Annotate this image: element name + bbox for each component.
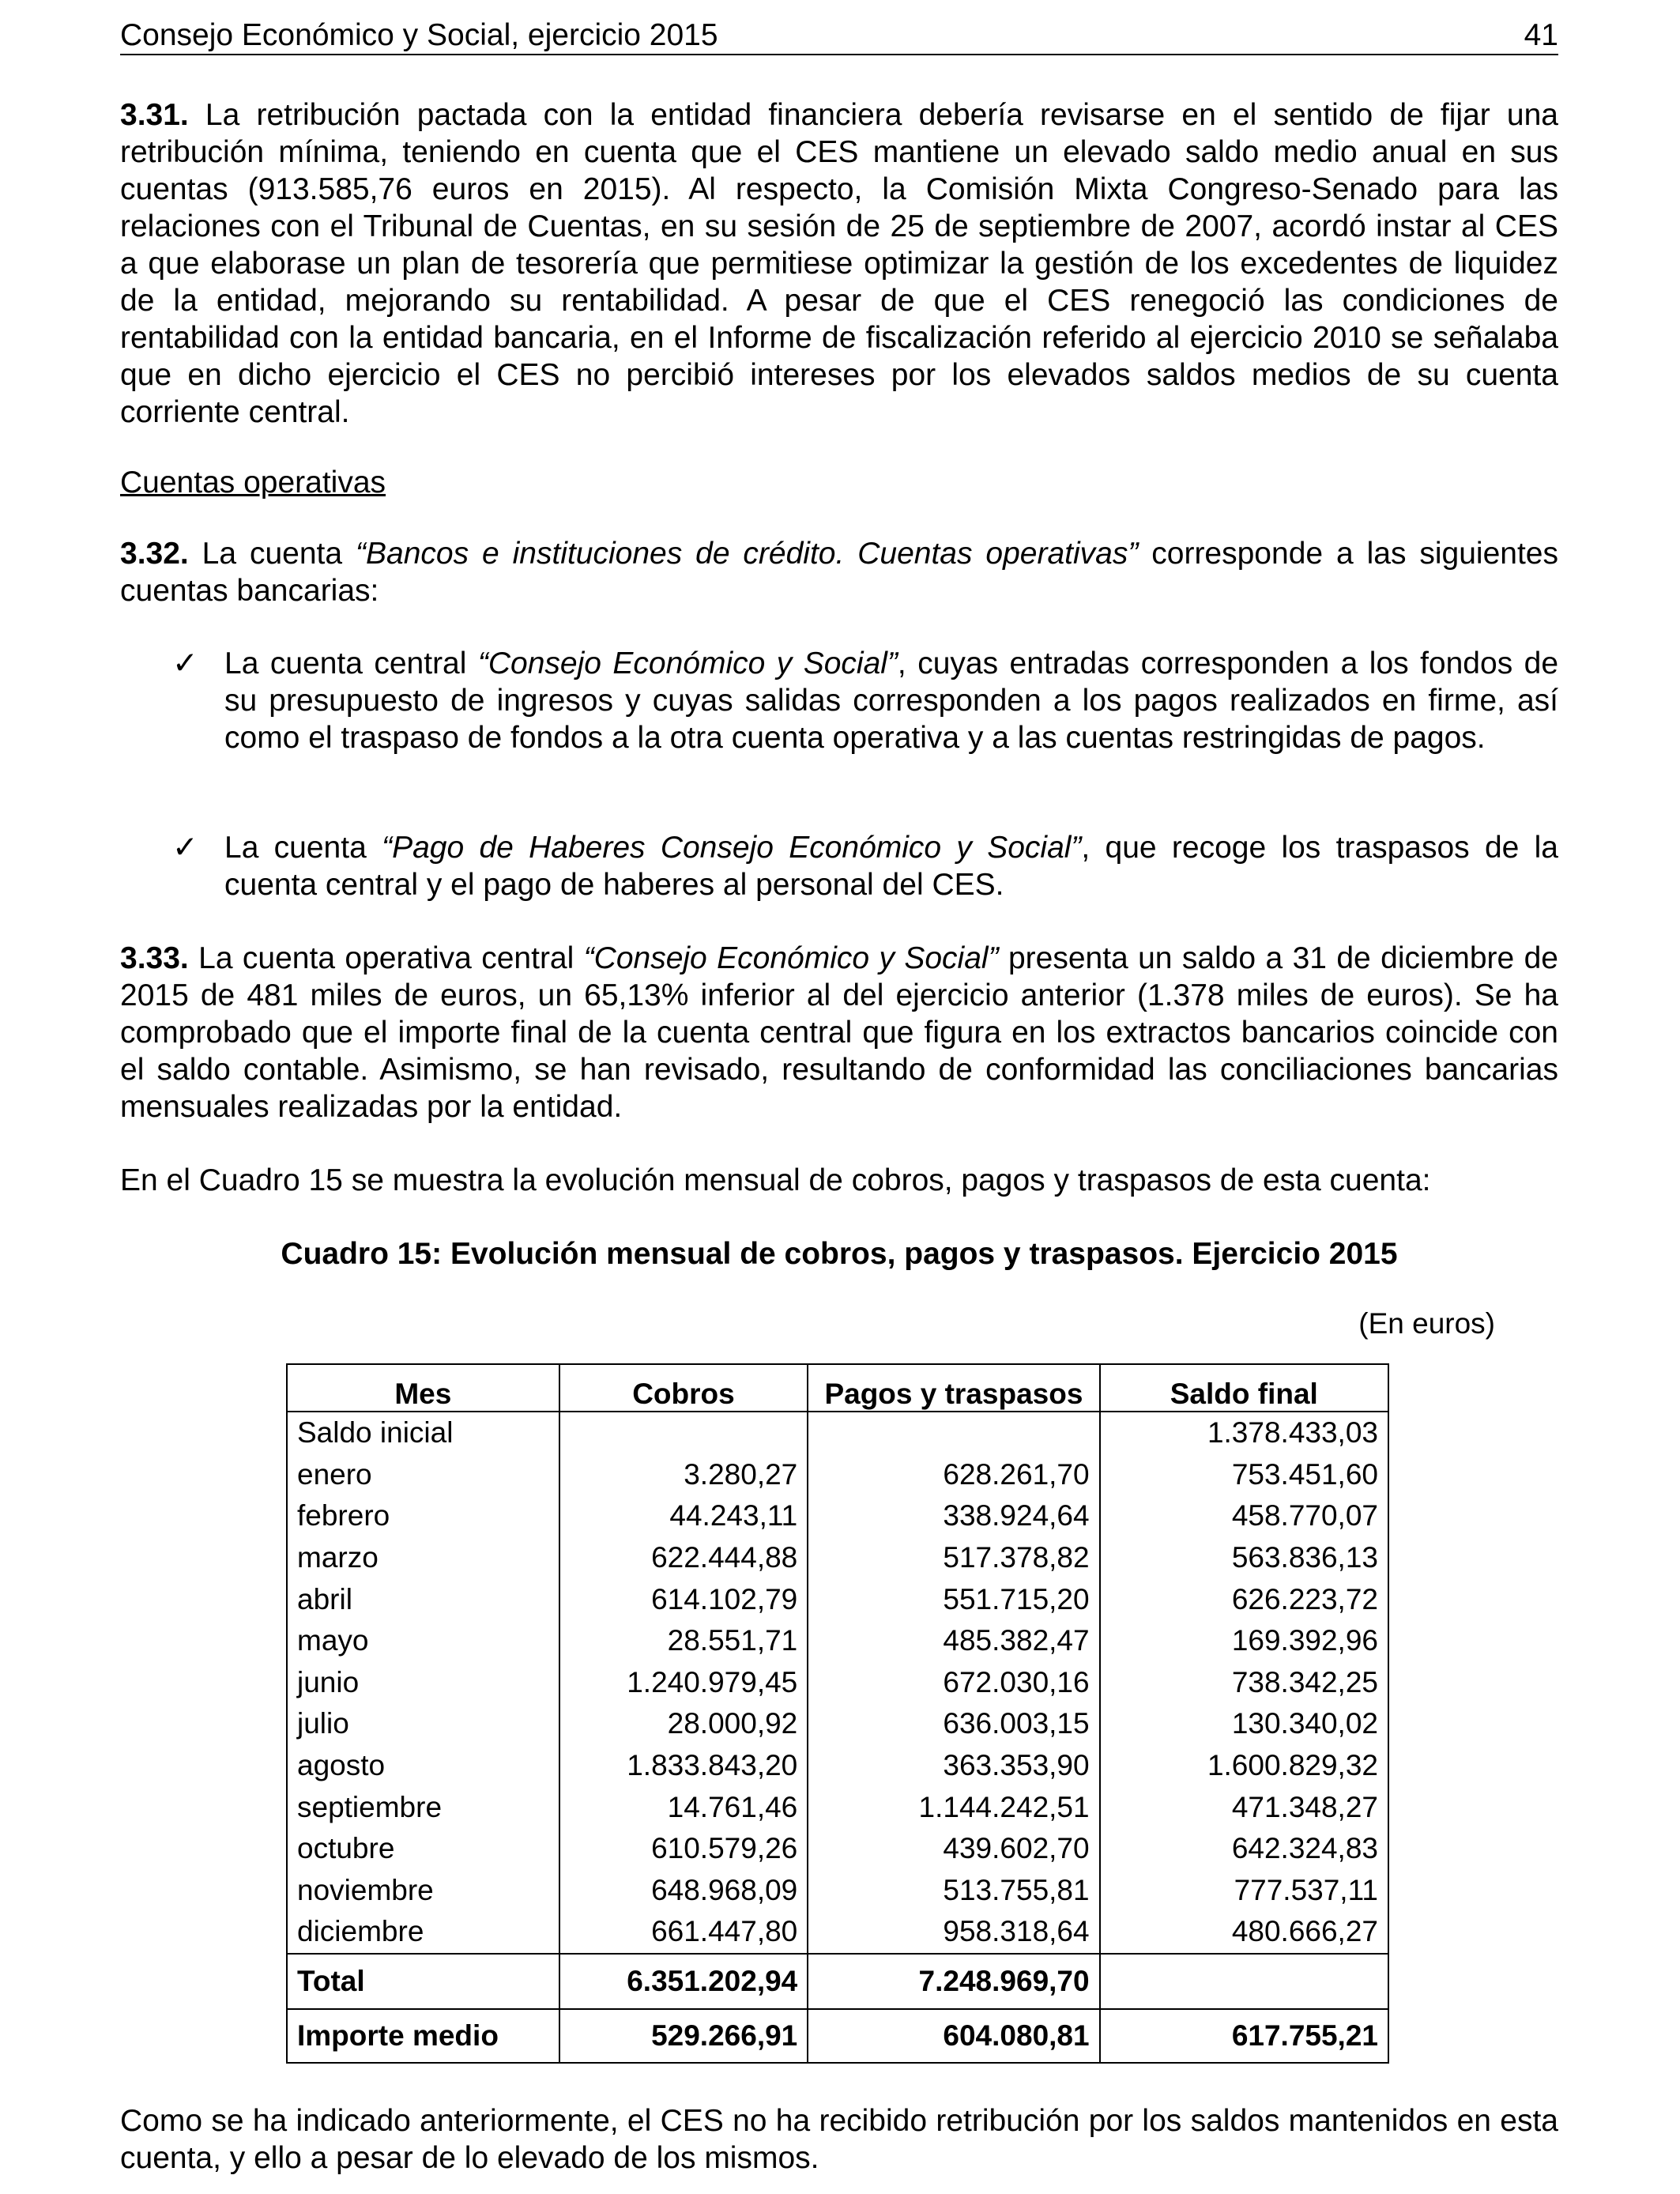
table-cell: 14.761,46 xyxy=(559,1786,808,1828)
table-cell: 738.342,25 xyxy=(1100,1662,1388,1704)
table-cell: 636.003,15 xyxy=(808,1703,1099,1745)
paragraph-number: 3.32. xyxy=(120,537,189,571)
table-cell: 1.144.242,51 xyxy=(808,1786,1099,1828)
paragraph-3-33 xyxy=(120,940,1558,1125)
table-row xyxy=(287,1703,1388,1745)
table-cell xyxy=(808,1412,1099,1454)
table-cell: 130.340,02 xyxy=(1100,1703,1388,1745)
bullet-text xyxy=(224,829,1558,903)
column-header: Saldo final xyxy=(1100,1364,1388,1412)
table-row xyxy=(287,1745,1388,1787)
table-cell: 753.451,60 xyxy=(1100,1454,1388,1496)
account-name: “Pago de Haberes Consejo Económico y Social” xyxy=(382,831,1082,865)
table-cell: octubre xyxy=(287,1828,559,1870)
header-title: Consejo Económico y Social, ejercicio 2015 xyxy=(120,18,718,52)
table-row xyxy=(287,1870,1388,1912)
table-cell: 617.755,21 xyxy=(1100,2009,1388,2063)
table-units: (En euros) xyxy=(1358,1307,1495,1340)
table-cell xyxy=(559,1412,808,1454)
table-average-row xyxy=(287,2009,1388,2063)
table-row xyxy=(287,1454,1388,1496)
table-cell: 480.666,27 xyxy=(1100,1911,1388,1954)
table-row xyxy=(287,1578,1388,1620)
table-cell xyxy=(1100,1954,1388,2009)
page-number: 41 xyxy=(1524,18,1558,52)
bullet-text-part: La cuenta central xyxy=(224,647,467,680)
paragraph-number: 3.31. xyxy=(120,98,189,132)
table-cell: 1.600.829,32 xyxy=(1100,1745,1388,1787)
table-cell: 6.351.202,94 xyxy=(559,1954,808,2009)
table-cell: noviembre xyxy=(287,1870,559,1912)
table-cell: 777.537,11 xyxy=(1100,1870,1388,1912)
cuadro-15-table xyxy=(286,1363,1389,2064)
table-cell: Saldo inicial xyxy=(287,1412,559,1454)
column-header: Pagos y traspasos xyxy=(808,1364,1099,1412)
table-row xyxy=(287,1911,1388,1954)
table-cell: mayo xyxy=(287,1620,559,1662)
table-cell: agosto xyxy=(287,1745,559,1787)
table-cell: 626.223,72 xyxy=(1100,1578,1388,1620)
checkmark-icon: ✓ xyxy=(172,830,198,865)
table-cell: 614.102,79 xyxy=(559,1578,808,1620)
table-cell: 28.551,71 xyxy=(559,1620,808,1662)
section-heading-text: Cuentas operativas xyxy=(120,466,386,499)
table-cell: 517.378,82 xyxy=(808,1537,1099,1579)
table-cell: 661.447,80 xyxy=(559,1911,808,1954)
paragraph-text: La cuenta operativa central xyxy=(198,941,574,975)
table-cell: 1.240.979,45 xyxy=(559,1662,808,1704)
table-caption: Cuadro 15: Evolución mensual de cobros, pagos y traspasos. Ejercicio 2015 xyxy=(281,1237,1398,1271)
table-cell: 610.579,26 xyxy=(559,1828,808,1870)
table-cell: 363.353,90 xyxy=(808,1745,1099,1787)
table-cell: abril xyxy=(287,1578,559,1620)
table-cell: 604.080,81 xyxy=(808,2009,1099,2063)
table-cell: 672.030,16 xyxy=(808,1662,1099,1704)
table-row xyxy=(287,1620,1388,1662)
table-cell: 551.715,20 xyxy=(808,1578,1099,1620)
table-cell: 642.324,83 xyxy=(1100,1828,1388,1870)
table-cell: enero xyxy=(287,1454,559,1496)
table-cell: 628.261,70 xyxy=(808,1454,1099,1496)
table-cell: 622.444,88 xyxy=(559,1537,808,1579)
table-header-row xyxy=(287,1364,1388,1412)
table-cell: Importe medio xyxy=(287,2009,559,2063)
table-cell: 169.392,96 xyxy=(1100,1620,1388,1662)
table-row xyxy=(287,1786,1388,1828)
bullet-text xyxy=(224,645,1558,756)
table-cell: 3.280,27 xyxy=(559,1454,808,1496)
account-name: “Consejo Económico y Social” xyxy=(583,941,999,975)
table-cell: 1.378.433,03 xyxy=(1100,1412,1388,1454)
table-cell: septiembre xyxy=(287,1786,559,1828)
paragraph-text: La retribución pactada con la entidad financiera debería revisarse en el sentido de fijar una retribución mínima, teniendo en cuenta que el CES mantiene un elevado saldo medio anual en sus cuentas (913.585,76 euros en 2015). Al respecto, la Comisión Mixta Congreso-Senado para las relaciones con el Tribunal de Cuentas, en su sesión de 25 de septiembre de 2007, acordó instar al CES a que elaborase un plan de tesorería que permitiese optimizar la gestión de los excedentes de liquidez de la entidad, mejorando su rentabilidad. A pesar de que el CES renegoció las condiciones de rentabilidad con la entidad bancaria, en el Informe de fiscalización referido al ejercicio 2010 se señalaba que en dicho ejercicio el CES no percibió intereses por los elevados saldos medios de su cuenta corriente central. xyxy=(120,98,1558,429)
paragraph-text: La cuenta xyxy=(202,537,343,571)
bullet-text-part: , cuyas entradas corresponden a los fondos de su presupuesto de ingresos y cuyas salidas corresponden a los pagos realizados en firme, así como el traspaso de fondos a la otra cuenta operativa y a las cuentas restringidas de pagos. xyxy=(224,647,1559,755)
table-cell: 28.000,92 xyxy=(559,1703,808,1745)
paragraph-number: 3.33. xyxy=(120,941,189,975)
table-cell: Total xyxy=(287,1954,559,2009)
paragraph-text: presenta un saldo a 31 de diciembre de 2015 de 481 miles de euros, un 65,13% inferior al del ejercicio anterior (1.378 miles de euros). Se ha comprobado que el importe final de la cuenta central que figura en los extractos bancarios coincide con el saldo contable. Asimismo, se han revisado, resultando de conformidad las conciliaciones bancarias mensuales realizadas por la entidad. xyxy=(120,941,1558,1124)
table-cell: 7.248.969,70 xyxy=(808,1954,1099,2009)
bullet-text-part: , que recoge los traspasos de la cuenta central y el pago de haberes al personal del CES. xyxy=(224,831,1558,902)
table-row xyxy=(287,1495,1388,1537)
paragraph-3-31 xyxy=(120,96,1558,431)
table-total-row xyxy=(287,1954,1388,2009)
section-heading xyxy=(120,464,1558,501)
table-cell: 648.968,09 xyxy=(559,1870,808,1912)
closing-paragraph: Como se ha indicado anteriormente, el CES no ha recibido retribución por los saldos mantenidos en esta cuenta, y ello a pesar de lo elevado de los mismos. xyxy=(120,2104,1558,2175)
table-cell: 439.602,70 xyxy=(808,1828,1099,1870)
column-header: Mes xyxy=(287,1364,559,1412)
table-cell: 485.382,47 xyxy=(808,1620,1099,1662)
table-cell: diciembre xyxy=(287,1911,559,1954)
table-cell: 529.266,91 xyxy=(559,2009,808,2063)
table-cell: 958.318,64 xyxy=(808,1911,1099,1954)
table-row xyxy=(287,1662,1388,1704)
paragraph-3-32 xyxy=(120,535,1558,609)
table-cell: 44.243,11 xyxy=(559,1495,808,1537)
table-row xyxy=(287,1828,1388,1870)
table-cell: 471.348,27 xyxy=(1100,1786,1388,1828)
table-cell: 458.770,07 xyxy=(1100,1495,1388,1537)
table-intro: En el Cuadro 15 se muestra la evolución mensual de cobros, pagos y traspasos de esta cuenta: xyxy=(120,1163,1431,1197)
bullet-text-part: La cuenta xyxy=(224,831,367,865)
checkmark-icon: ✓ xyxy=(172,646,198,681)
table-row xyxy=(287,1412,1388,1454)
table-cell: 1.833.843,20 xyxy=(559,1745,808,1787)
table-cell: junio xyxy=(287,1662,559,1704)
account-name: “Consejo Económico y Social” xyxy=(477,647,898,680)
table-cell: 563.836,13 xyxy=(1100,1537,1388,1579)
table-cell: febrero xyxy=(287,1495,559,1537)
table-cell: julio xyxy=(287,1703,559,1745)
table-cell: 338.924,64 xyxy=(808,1495,1099,1537)
column-header: Cobros xyxy=(559,1364,808,1412)
table-cell: 513.755,81 xyxy=(808,1870,1099,1912)
paragraph-text: corresponde a las siguientes cuentas bancarias: xyxy=(120,537,1558,608)
account-name: “Bancos e instituciones de crédito. Cuentas operativas” xyxy=(356,537,1139,571)
page-header xyxy=(120,17,1558,55)
table-row xyxy=(287,1537,1388,1579)
table-cell: marzo xyxy=(287,1537,559,1579)
